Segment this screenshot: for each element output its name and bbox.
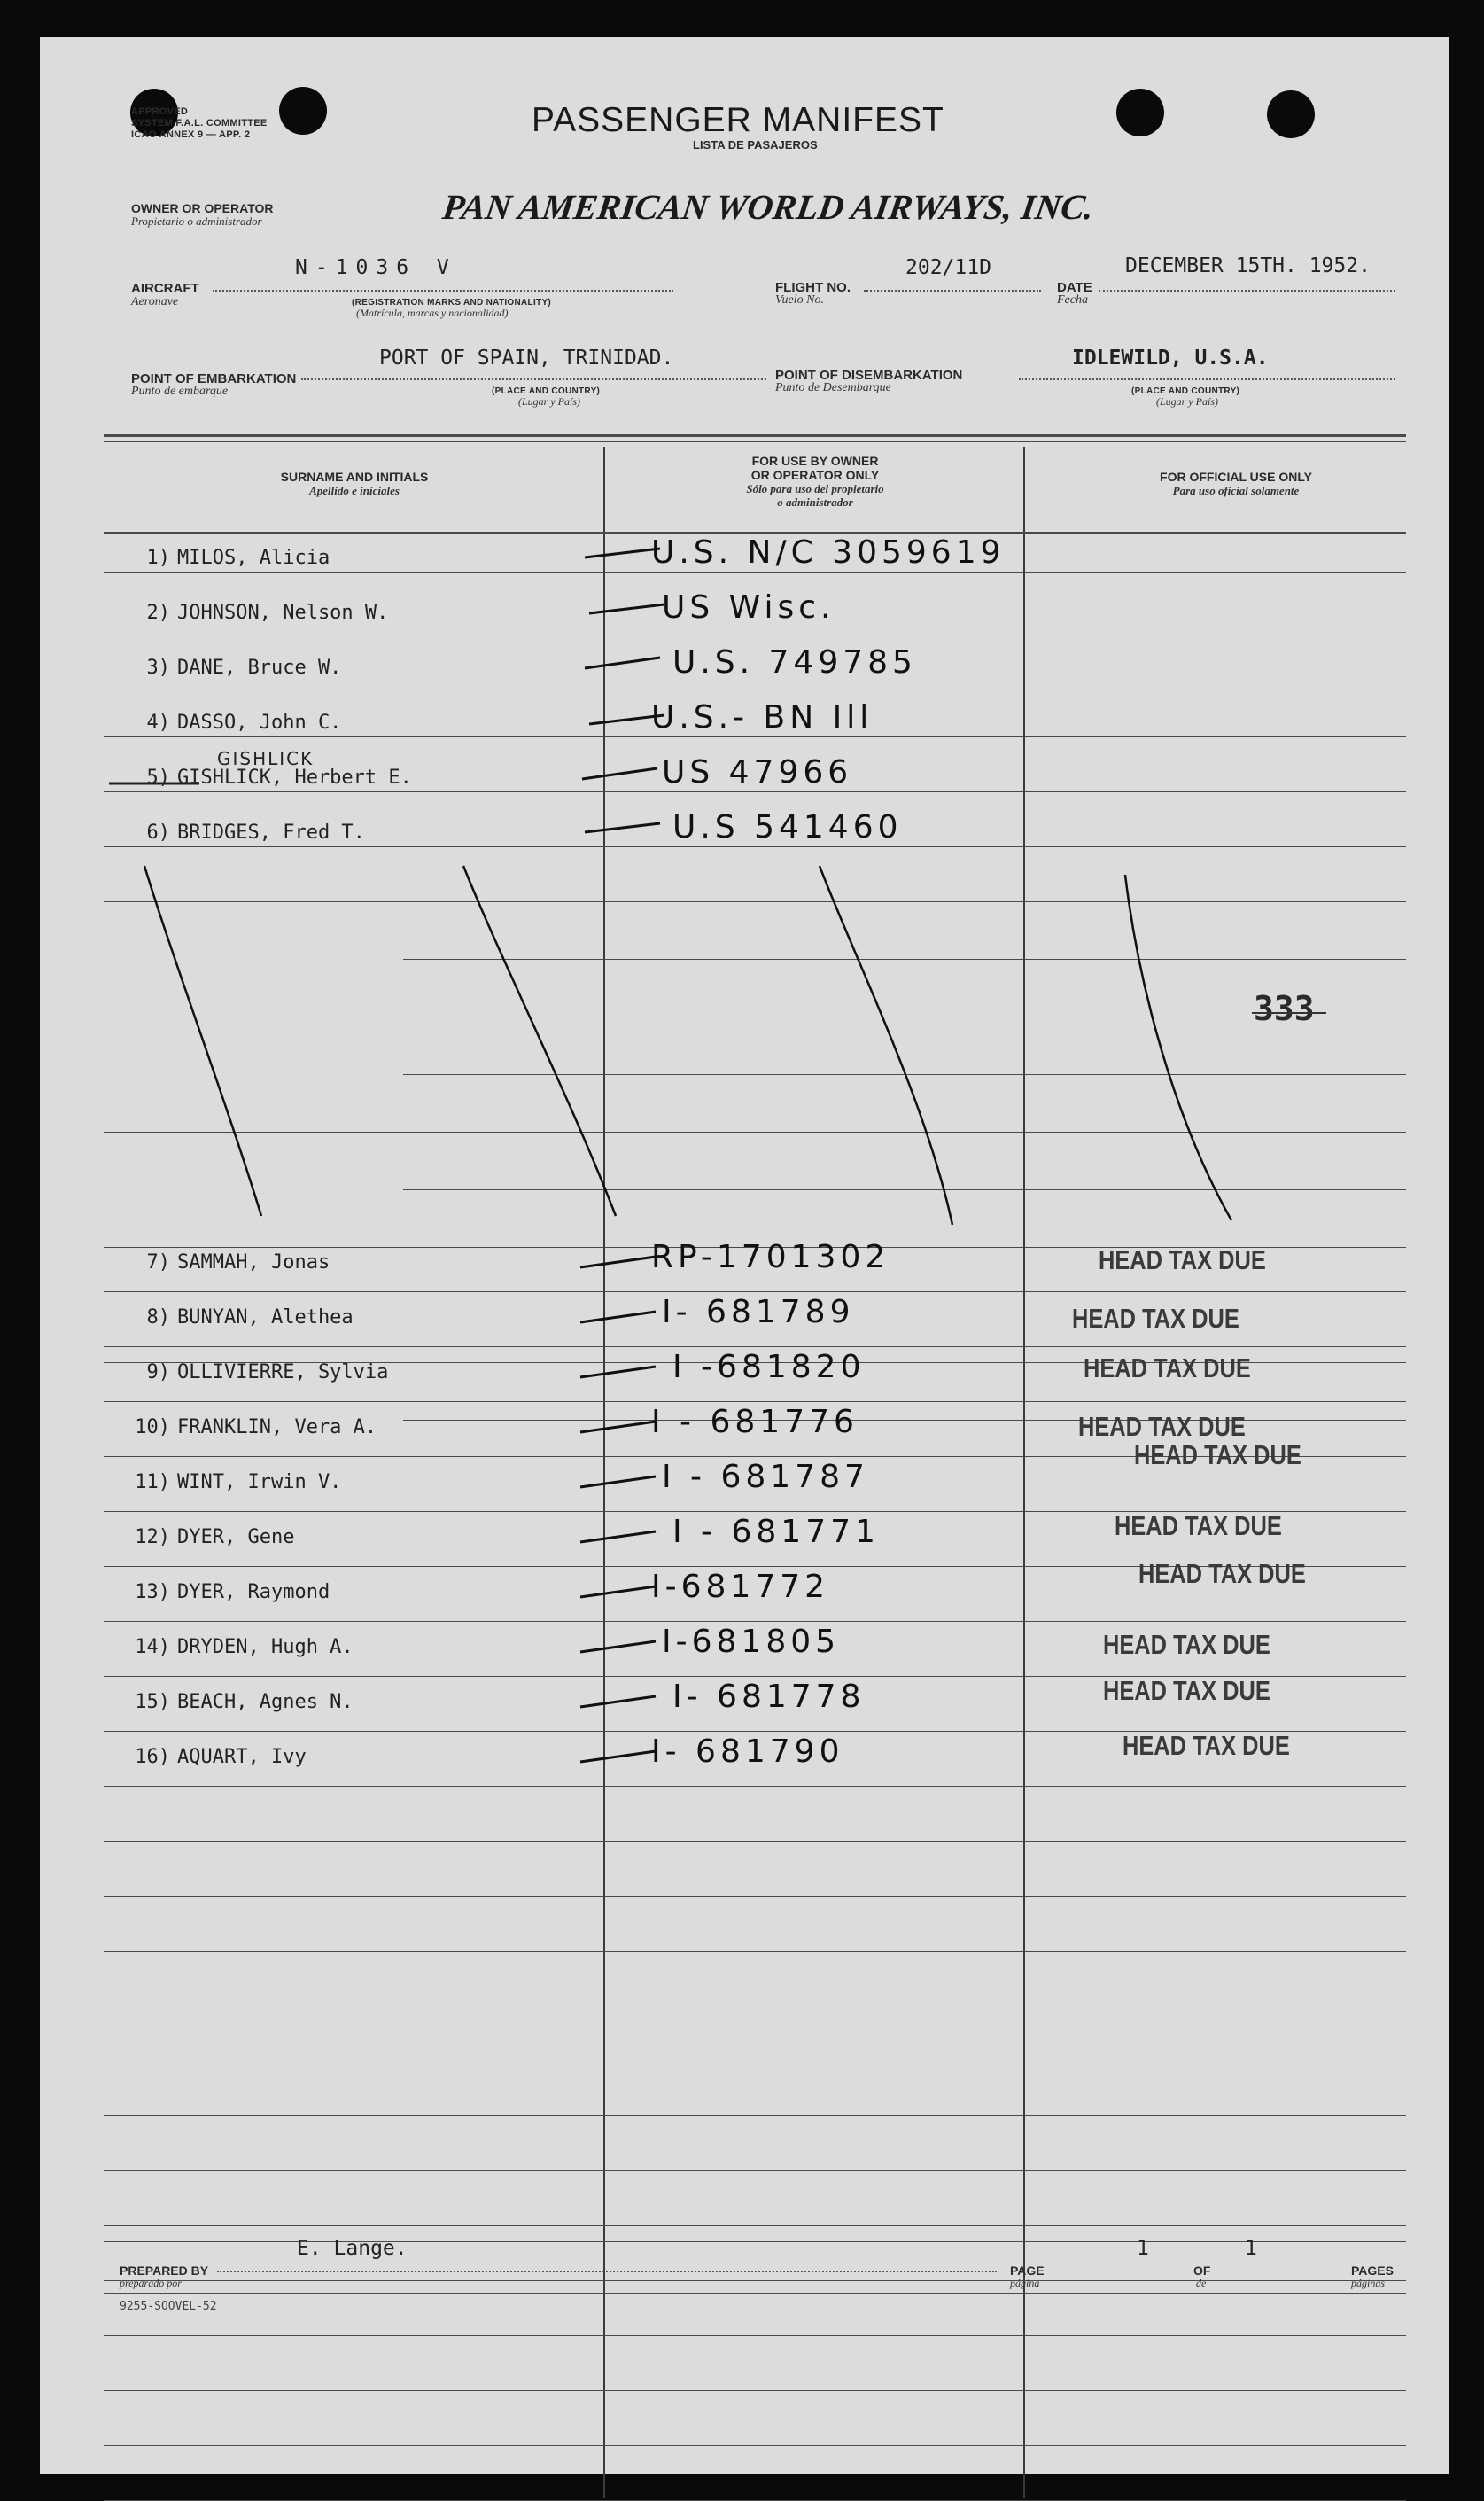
disembarkation-value: IDLEWILD, U.S.A. bbox=[1072, 347, 1269, 370]
head-tax-stamp: HEAD TAX DUE bbox=[1099, 1244, 1266, 1275]
passport-number: U.S. N/C 3059619 bbox=[651, 534, 1006, 571]
disembark-place-note: (PLACE AND COUNTRY) bbox=[1131, 386, 1240, 396]
col1-subtitle: Apellido e iniciales bbox=[309, 484, 400, 497]
of-label-sub: de bbox=[1196, 2277, 1207, 2289]
row-number: 2) bbox=[146, 602, 170, 624]
row-number: 6) bbox=[146, 822, 170, 844]
page-title: PASSENGER MANIFEST bbox=[532, 101, 944, 139]
row-dash bbox=[580, 1641, 656, 1652]
head-tax-stamp: HEAD TAX DUE bbox=[1103, 1629, 1270, 1660]
head-tax-stamp: HEAD TAX DUE bbox=[1123, 1730, 1290, 1761]
passport-number: U.S.- BN Ill bbox=[651, 699, 874, 736]
passport-number: I - 681771 bbox=[672, 1514, 880, 1550]
embark-place-note: (PLACE AND COUNTRY) bbox=[492, 386, 601, 396]
row-number: 8) bbox=[146, 1306, 170, 1328]
embarkation-label-sub: Punto de embarque bbox=[131, 385, 229, 398]
row-number: 12) bbox=[135, 1526, 170, 1548]
pen-marks bbox=[40, 37, 1449, 2474]
row-dash-1 bbox=[585, 549, 660, 557]
row-dash bbox=[580, 1476, 656, 1487]
passport-number: RP-1701302 bbox=[651, 1239, 890, 1275]
aircraft-value: N-1036 V bbox=[295, 256, 457, 279]
passenger-name: SAMMAH, Jonas bbox=[177, 1251, 330, 1274]
passport-number: I- 681790 bbox=[651, 1734, 844, 1770]
row-dash bbox=[580, 1696, 656, 1707]
embarkation-label: POINT OF EMBARKATION bbox=[131, 371, 297, 386]
passport-number: I-681772 bbox=[651, 1569, 830, 1605]
void-slash-4 bbox=[1125, 875, 1231, 1220]
row-dash-5 bbox=[582, 768, 657, 779]
registration-note-sub: (Matrícula, marcas y nacionalidad) bbox=[356, 307, 509, 319]
row-dash bbox=[580, 1531, 656, 1542]
registration-note: (REGISTRATION MARKS AND NATIONALITY) bbox=[352, 298, 552, 308]
embarkation-value: PORT OF SPAIN, TRINIDAD. bbox=[379, 347, 674, 370]
pages-value: 1 bbox=[1245, 2237, 1257, 2260]
manifest-sheet bbox=[40, 37, 1449, 2474]
footer-bottom-rule bbox=[104, 2293, 1406, 2294]
date-label: DATE bbox=[1057, 280, 1092, 295]
row-number: 3) bbox=[146, 657, 170, 679]
page-label: PAGE bbox=[1010, 2263, 1045, 2278]
passenger-name: WINT, Irwin V. bbox=[177, 1471, 342, 1493]
row-number: 5) bbox=[146, 767, 170, 789]
passport-number: I- 681789 bbox=[662, 1294, 855, 1330]
row-dash-3 bbox=[585, 658, 660, 668]
passport-number: US 47966 bbox=[662, 754, 853, 791]
side-number: 333 bbox=[1254, 989, 1315, 1028]
pages-label-sub: páginas bbox=[1351, 2277, 1386, 2289]
pages-label: PAGES bbox=[1351, 2263, 1394, 2278]
row-number: 16) bbox=[135, 1746, 170, 1768]
head-tax-stamp: HEAD TAX DUE bbox=[1078, 1411, 1246, 1442]
group2-dashes bbox=[580, 1257, 656, 1762]
passenger-name: BUNYAN, Alethea bbox=[177, 1306, 354, 1328]
operator-name: PAN AMERICAN WORLD AIRWAYS, INC. bbox=[439, 187, 1097, 227]
flight-label-sub: Vuelo No. bbox=[775, 293, 824, 307]
passport-number: I-681805 bbox=[662, 1624, 841, 1660]
date-label-sub: Fecha bbox=[1057, 293, 1088, 307]
passenger-name: MILOS, Alicia bbox=[177, 547, 330, 569]
col3-subtitle: Para uso oficial solamente bbox=[1172, 484, 1300, 497]
col2-title-1: FOR USE BY OWNER bbox=[751, 454, 879, 468]
prepared-underline bbox=[217, 2271, 997, 2272]
head-tax-stamp: HEAD TAX DUE bbox=[1134, 1439, 1301, 1470]
row-dash bbox=[580, 1586, 656, 1597]
passenger-name: JOHNSON, Nelson W. bbox=[177, 602, 389, 624]
passport-number: I - 681776 bbox=[651, 1404, 859, 1440]
row-dash bbox=[580, 1422, 656, 1432]
prepared-label-sub: preparado por bbox=[120, 2277, 182, 2289]
disembark-place-note-sub: (Lugar y País) bbox=[1156, 395, 1218, 408]
of-label: OF bbox=[1193, 2263, 1211, 2278]
row-number: 7) bbox=[146, 1251, 170, 1274]
row-dash bbox=[580, 1367, 656, 1377]
passport-number: US Wisc. bbox=[662, 589, 835, 626]
void-slash-3 bbox=[820, 866, 952, 1225]
col2-subtitle-2: o administrador bbox=[777, 495, 853, 509]
head-tax-stamp: HEAD TAX DUE bbox=[1115, 1510, 1282, 1541]
passenger-name: DYER, Gene bbox=[177, 1526, 295, 1548]
void-slash-2 bbox=[463, 866, 616, 1216]
col3-title: FOR OFFICIAL USE ONLY bbox=[1160, 470, 1312, 484]
row-number: 13) bbox=[135, 1581, 170, 1603]
passport-number: I- 681778 bbox=[672, 1679, 866, 1715]
void-slash-1 bbox=[144, 866, 261, 1216]
disembarkation-label-sub: Punto de Desembarque bbox=[775, 381, 891, 394]
approval-line-2: SYSTEM F.A.L. COMMITTEE bbox=[131, 118, 268, 129]
passport-number: I - 681787 bbox=[662, 1459, 869, 1495]
page-value: 1 bbox=[1137, 2237, 1149, 2260]
prepared-label: PREPARED BY bbox=[120, 2263, 209, 2278]
passenger-name: FRANKLIN, Vera A. bbox=[177, 1416, 377, 1438]
row-number: 9) bbox=[146, 1361, 170, 1383]
embark-place-note-sub: (Lugar y País) bbox=[518, 395, 580, 408]
passenger-name: DANE, Bruce W. bbox=[177, 657, 342, 679]
row-number: 4) bbox=[146, 712, 170, 734]
passenger-name: DRYDEN, Hugh A. bbox=[177, 1636, 354, 1658]
row-number: 14) bbox=[135, 1636, 170, 1658]
passenger-name: GISHLICK, Herbert E. bbox=[177, 767, 412, 789]
date-value: DECEMBER 15TH. 1952. bbox=[1125, 254, 1371, 277]
col2-subtitle-1: Sólo para uso del propietario bbox=[746, 482, 884, 495]
row-dash-2 bbox=[589, 604, 664, 613]
flight-value: 202/11D bbox=[905, 256, 991, 279]
passport-number: U.S. 749785 bbox=[672, 644, 917, 681]
page-subtitle: LISTA DE PASAJEROS bbox=[693, 138, 818, 152]
prepared-value: E. Lange. bbox=[297, 2237, 408, 2260]
aircraft-label-sub: Aeronave bbox=[131, 295, 179, 308]
row-dash bbox=[580, 1751, 656, 1762]
name-correction: GISHLICK bbox=[217, 748, 315, 769]
approval-line-1: APPROVED bbox=[131, 106, 189, 117]
row-dash bbox=[580, 1312, 656, 1322]
passport-number: I -681820 bbox=[672, 1349, 866, 1385]
head-tax-stamp: HEAD TAX DUE bbox=[1084, 1352, 1251, 1383]
flight-label: FLIGHT NO. bbox=[775, 280, 851, 295]
head-tax-stamp: HEAD TAX DUE bbox=[1103, 1675, 1270, 1706]
passport-number: U.S 541460 bbox=[672, 809, 903, 845]
aircraft-label: AIRCRAFT bbox=[131, 281, 199, 296]
approval-line-3: ICAO ANNEX 9 — APP. 2 bbox=[131, 129, 251, 140]
passenger-name: BRIDGES, Fred T. bbox=[177, 822, 365, 844]
col1-title: SURNAME AND INITIALS bbox=[280, 470, 429, 484]
col2-title-2: OR OPERATOR ONLY bbox=[750, 468, 880, 482]
owner-label-sub: Propietario o administrador bbox=[131, 214, 262, 228]
row-number: 15) bbox=[135, 1691, 170, 1713]
page-label-sub: página bbox=[1010, 2277, 1040, 2289]
passenger-name: AQUART, Ivy bbox=[177, 1746, 307, 1768]
passenger-name: DASSO, John C. bbox=[177, 712, 342, 734]
disembarkation-label: POINT OF DISEMBARKATION bbox=[775, 368, 963, 383]
row-dash bbox=[580, 1257, 656, 1267]
row-number: 11) bbox=[135, 1471, 170, 1493]
owner-label: OWNER OR OPERATOR bbox=[131, 201, 274, 215]
head-tax-stamp: HEAD TAX DUE bbox=[1138, 1558, 1306, 1589]
head-tax-stamp: HEAD TAX DUE bbox=[1072, 1303, 1239, 1334]
passenger-name: BEACH, Agnes N. bbox=[177, 1691, 354, 1713]
passenger-name: DYER, Raymond bbox=[177, 1581, 330, 1603]
row-number: 1) bbox=[146, 547, 170, 569]
row-dash-6 bbox=[585, 823, 660, 832]
passenger-name: OLLIVIERRE, Sylvia bbox=[177, 1361, 389, 1383]
form-code: 9255-SOOVEL-52 bbox=[120, 2300, 217, 2313]
row-number: 10) bbox=[135, 1416, 170, 1438]
row-dash-4 bbox=[589, 715, 664, 724]
